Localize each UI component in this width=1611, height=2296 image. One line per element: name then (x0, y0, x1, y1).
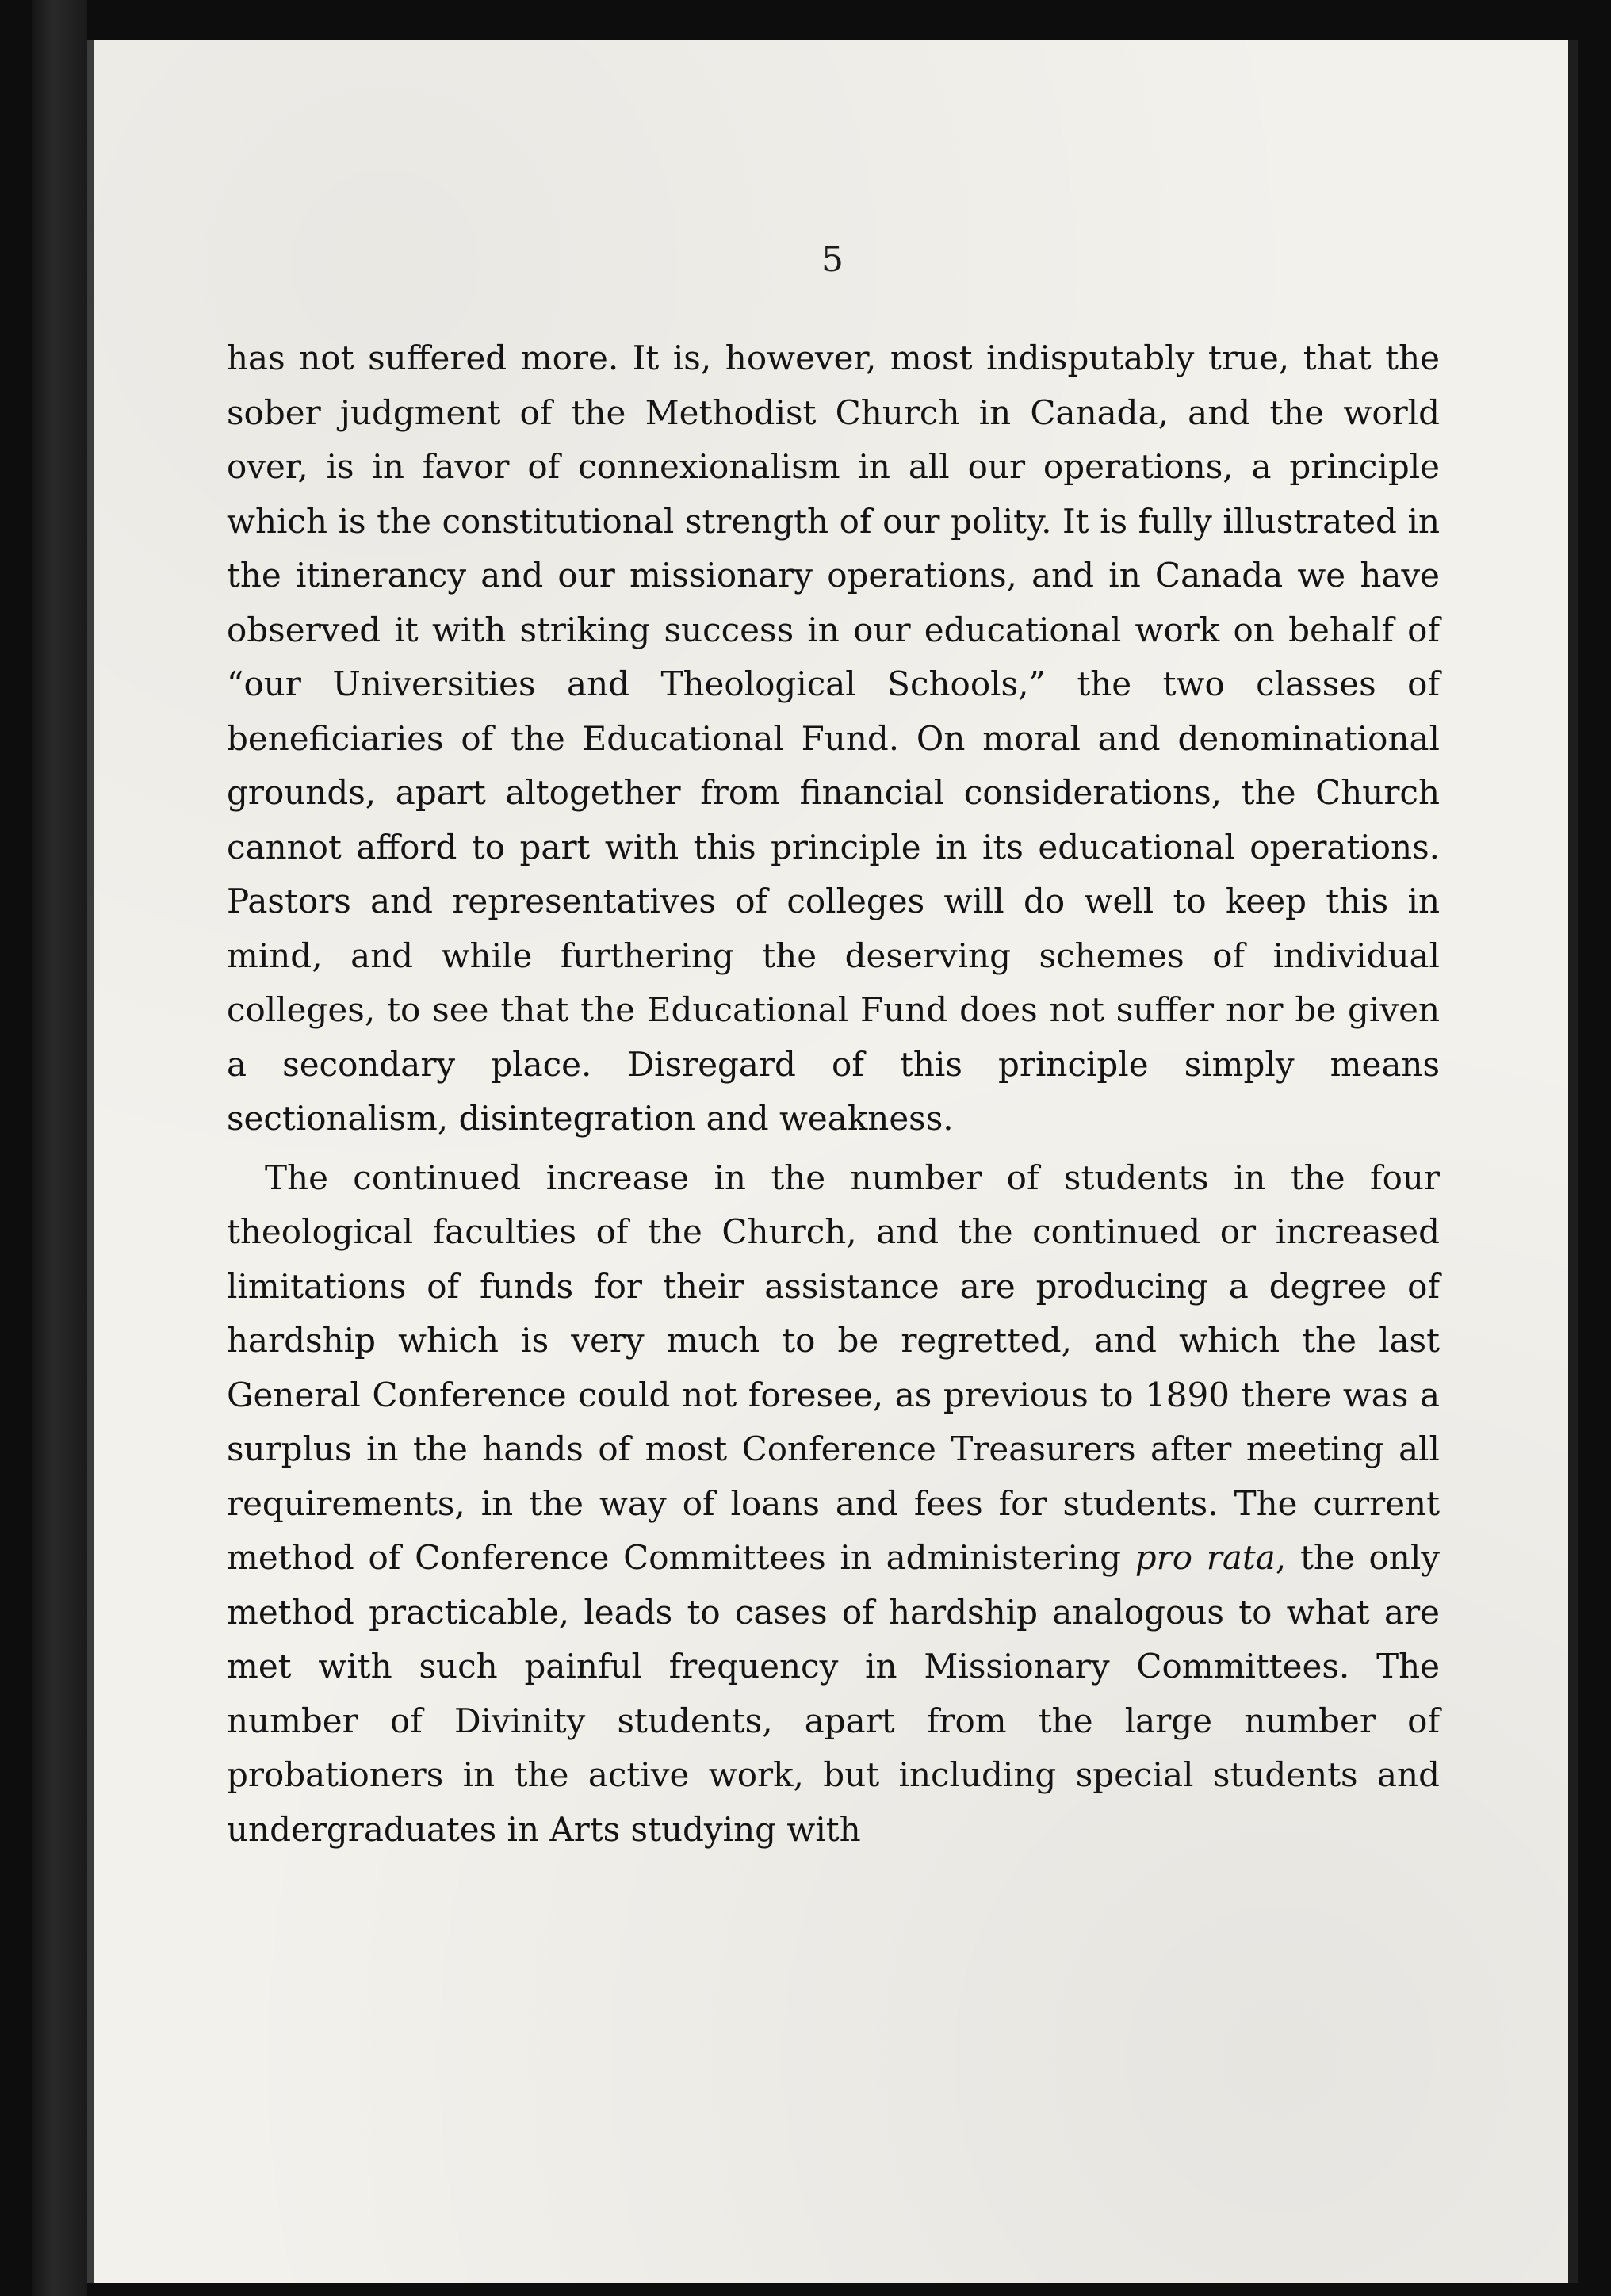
paragraph-2-text-end: , the only method practicable, leads to cases of hardship analogous to what are met with such painful frequency in Missionary Committees. The number of Divinity students, apart from the large number of probationers in the active work, but including special students and undergraduates in Arts studying with (227, 1538, 1440, 1849)
paragraph-2-text-start: The continued increase in the number of students in the four theological faculties of the Church, and the continued or increased limitations of funds for their assistance are producing a degree of hardship which is very much to be regretted, and which the last General Conference could not foresee, as previous to 1890 there was a surplus in the hands of most Conference Treasurers after meeting all requirements, in the way of loans and fees for students. The current method of Conference Committees in administering (227, 1158, 1440, 1577)
paragraph-1-text: has not suffered more. It is, however, most indisputably true, that the sober judgment of the Methodist Church in Canada, and the world over, is in favor of connexionalism in all our operations, a principle which is the constitutional strength of our polity. It is fully illustrated in the itinerancy and our missionary operations, and in Canada we have observed it with striking success in our educational work on behalf of “our Universities and Theological Schools,” the two classes of beneficiaries of the Educational Fund. On moral and denominational grounds, apart altogether from financial considerations, the Church cannot afford to part with this principle in its educational operations. Pastors and representatives of colleges will do well to keep this in mind, and while furthering the deserving schemes of individual colleges, to see that the Educational Fund does not suffer nor be given a secondary place. Disregard of this principle simply means sectionalism, disintegration and weakness. (227, 339, 1440, 1138)
book-page (87, 40, 1578, 2283)
page-right-edge (1568, 40, 1578, 2283)
facing-page-edge (32, 0, 87, 2296)
paragraph-2 (227, 1151, 1440, 1858)
body-text (227, 331, 1440, 1857)
paragraph-1 (227, 331, 1440, 1146)
page-spine (87, 40, 94, 2283)
page-number: 5 (821, 239, 844, 280)
italic-phrase: pro rata (1135, 1538, 1276, 1577)
